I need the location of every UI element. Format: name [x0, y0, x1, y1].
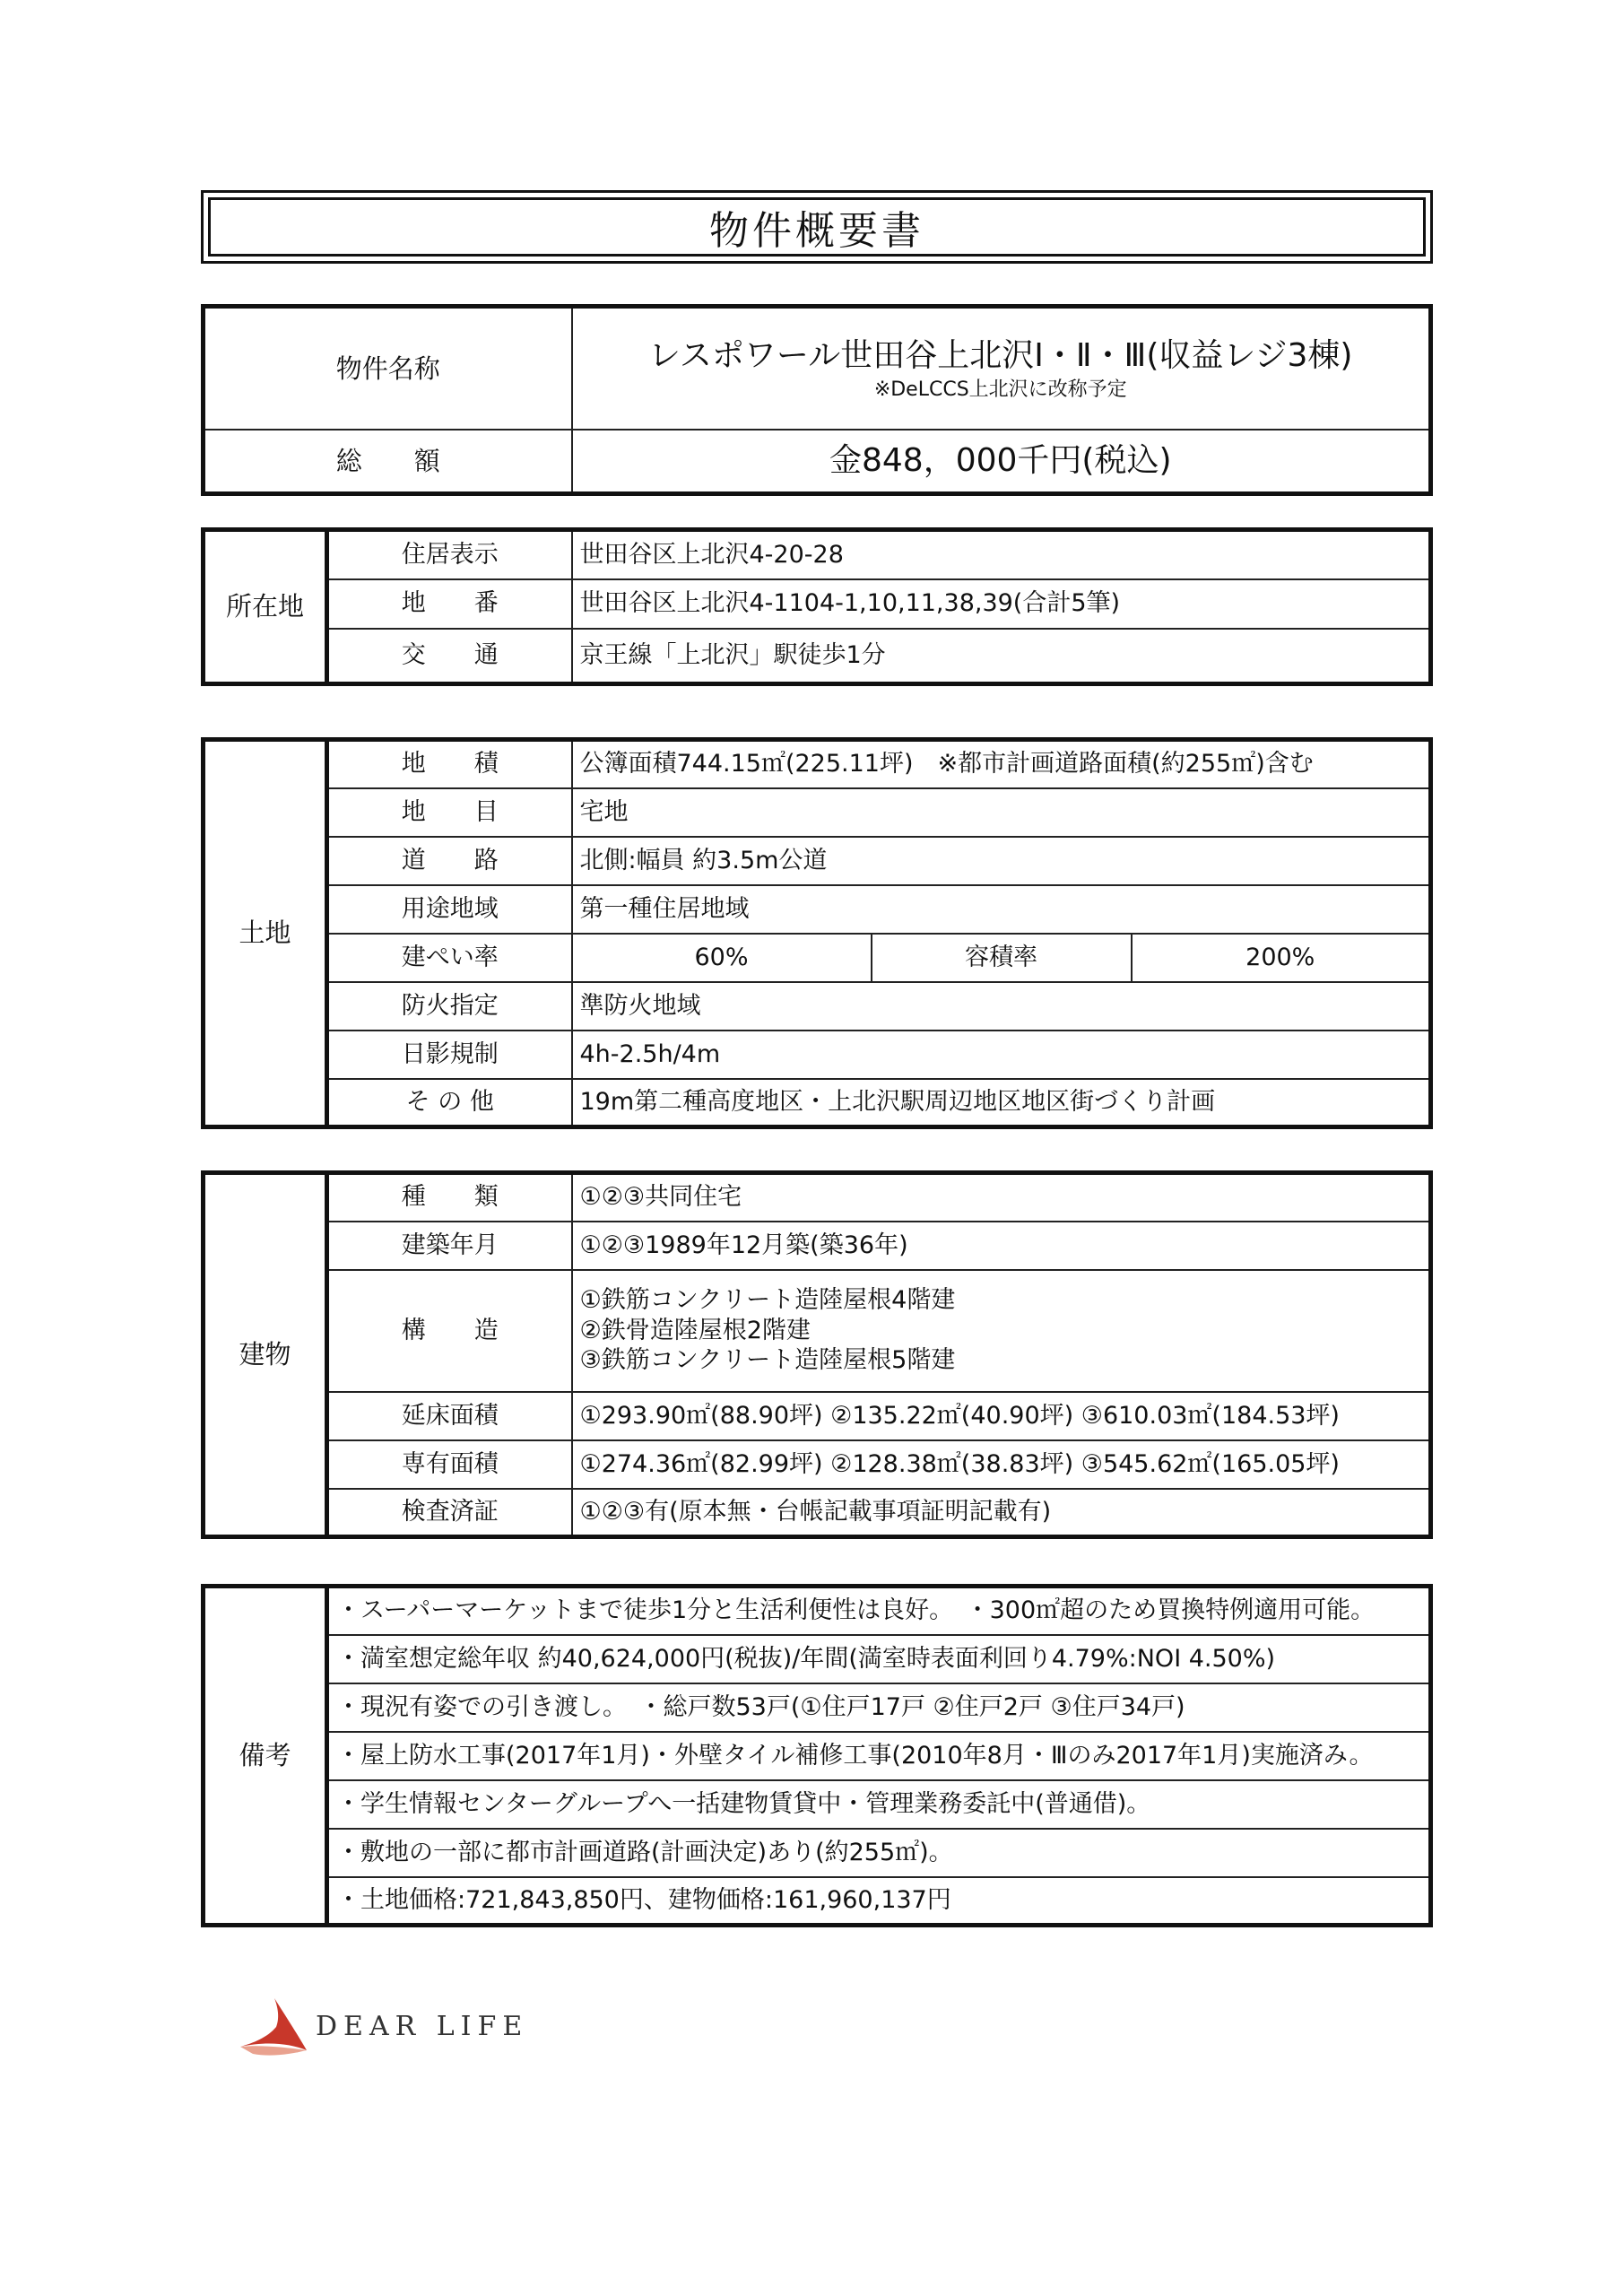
structure-line: ③鉄筋コンクリート造陸屋根5階建 — [579, 1346, 956, 1375]
property-name-cell — [572, 307, 1431, 430]
row-label: 道 路 — [327, 837, 572, 885]
row-label: 種 類 — [327, 1173, 572, 1222]
remark-line: ・スーパーマーケットまで徒歩1分と生活利便性は良好。 ・300㎡超のため買換特例適用可能。 — [327, 1587, 1431, 1635]
access-value: 京王線「上北沢」駅徒歩1分 — [572, 629, 1431, 684]
structure-line: ②鉄骨造陸屋根2階建 — [579, 1316, 811, 1344]
road-value: 北側:幅員 約3.5m公道 — [572, 837, 1431, 885]
land-category: 土地 — [204, 740, 327, 1127]
row-label: 専有面積 — [327, 1440, 572, 1489]
coverage-ratio-value: 60% — [572, 934, 872, 982]
total-floor-area-value: ①293.90㎡(88.90坪) ②135.22㎡(40.90坪) ③610.03㎡(184.53坪) — [572, 1392, 1431, 1440]
document-title: 物件概要書 — [208, 197, 1426, 257]
lot-number-value: 世田谷区上北沢4-1104-1,10,11,38,39(合計5筆) — [572, 579, 1431, 629]
fire-zone-value: 準防火地域 — [572, 982, 1431, 1031]
total-price: 金848，000千円(税込) — [572, 430, 1431, 494]
remark-line: ・現況有姿での引き渡し。 ・総戸数53戸(①住戸17戸 ②住戸2戸 ③住戸34戸) — [327, 1683, 1431, 1732]
summary-table — [201, 304, 1433, 496]
remark-line: ・学生情報センターグループへ一括建物賃貸中・管理業務委託中(普通借)。 — [327, 1780, 1431, 1829]
logo-text: DEAR LIFE — [316, 2011, 529, 2042]
location-category: 所在地 — [204, 530, 327, 684]
zoning-value: 第一種住居地域 — [572, 885, 1431, 934]
row-label: 地 積 — [327, 740, 572, 788]
built-date-value: ①②③1989年12月築(築36年) — [572, 1222, 1431, 1270]
property-name: レスポワール世田谷上北沢Ⅰ・Ⅱ・Ⅲ(収益レジ3棟) — [648, 336, 1353, 374]
land-table — [201, 737, 1433, 1129]
land-area-value: 公簿面積744.15㎡(225.11坪) ※都市計画道路面積(約255㎡)含む — [572, 740, 1431, 788]
land-use-value: 宅地 — [572, 788, 1431, 837]
remarks-category: 備考 — [204, 1587, 327, 1926]
address-value: 世田谷区上北沢4-20-28 — [572, 530, 1431, 579]
building-category: 建物 — [204, 1173, 327, 1537]
building-table — [201, 1170, 1433, 1539]
row-label: 建築年月 — [327, 1222, 572, 1270]
row-label: 日影規制 — [327, 1031, 572, 1079]
exclusive-area-value: ①274.36㎡(82.99坪) ②128.38㎡(38.83坪) ③545.62㎡(165.05坪) — [572, 1440, 1431, 1489]
remark-line: ・土地価格:721,843,850円、建物価格:161,960,137円 — [327, 1877, 1431, 1926]
remark-line: ・敷地の一部に都市計画道路(計画決定)あり(約255㎡)。 — [327, 1829, 1431, 1877]
row-label: 検査済証 — [327, 1489, 572, 1537]
row-label: 構 造 — [327, 1270, 572, 1392]
shadow-regulation-value: 4h-2.5h/4m — [572, 1031, 1431, 1079]
remarks-table — [201, 1584, 1433, 1927]
land-other-value: 19m第二種高度地区・上北沢駅周辺地区地区街づくり計画 — [572, 1079, 1431, 1127]
building-type-value: ①②③共同住宅 — [572, 1173, 1431, 1222]
location-table — [201, 527, 1433, 686]
row-label: 延床面積 — [327, 1392, 572, 1440]
property-name-label: 物件名称 — [204, 307, 572, 430]
row-label: 地 目 — [327, 788, 572, 837]
title-frame — [201, 190, 1433, 264]
row-label: 防火指定 — [327, 982, 572, 1031]
floor-area-ratio-value: 200% — [1132, 934, 1431, 982]
row-label: 用途地域 — [327, 885, 572, 934]
logo-mark-icon — [235, 1991, 316, 2063]
row-label: 住居表示 — [327, 530, 572, 579]
company-logo — [235, 1991, 531, 2063]
row-label: 地 番 — [327, 579, 572, 629]
total-label: 総 額 — [204, 430, 572, 494]
property-rename-note: ※DeLCCS上北沢に改称予定 — [873, 378, 1127, 401]
structure-value — [572, 1270, 1431, 1392]
row-label: 建ぺい率 — [327, 934, 572, 982]
structure-line: ①鉄筋コンクリート造陸屋根4階建 — [579, 1285, 956, 1314]
floor-area-ratio-label: 容積率 — [872, 934, 1132, 982]
row-label: そ の 他 — [327, 1079, 572, 1127]
remark-line: ・満室想定総年収 約40,624,000円(税抜)/年間(満室時表面利回り4.79%:NOI 4.50%) — [327, 1635, 1431, 1683]
inspection-certificate-value: ①②③有(原本無・台帳記載事項証明記載有) — [572, 1489, 1431, 1537]
row-label: 交 通 — [327, 629, 572, 684]
remark-line: ・屋上防水工事(2017年1月)・外壁タイル補修工事(2010年8月・Ⅲのみ2017年1月)実施済み。 — [327, 1732, 1431, 1780]
